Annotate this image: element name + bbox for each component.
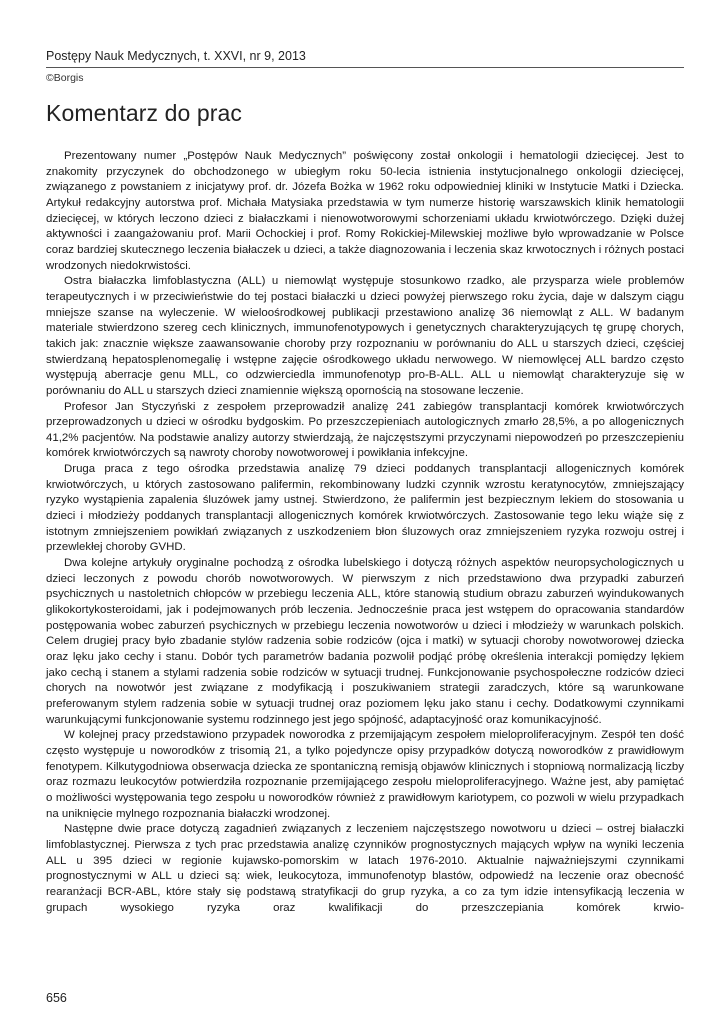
paragraph: Profesor Jan Styczyński z zespołem przeprowadził analizę 241 zabiegów transplantacji komórek krwiotwórczych przeprowadzonych u dzieci w ośrodku bydgoskim. Po przeszczepieniach autologicznych zmarło 28,5%, a po allogenicznych 41,2% pacjentów. Na podstawie analizy autorzy stwierdzają, że najczęstszymi przyczynami niepowodzeń po przeszczepieniu komórek krwiotwórczych są nawroty choroby nowotworowej i powikłania infekcyjne.: [46, 400, 684, 460]
paragraph: Dwa kolejne artykuły oryginalne pochodzą z ośrodka lubelskiego i dotyczą różnych aspektów neuropsychologicznych u dzieci leczonych z powodu chorób nowotworowych. W pierwszym z nich przedstawiono dwa przypadki zaburzeń psychicznych u nastoletnich chłopców w przebiegu leczenia ALL, które stanowią studium obrazu zaburzeń wyindukowanych glikokortykosteroidami, jak i podejmowanych prób leczenia. Jednocześnie praca jest wstępem do opracowania standardów postępowania wobec zaburzeń psychicznych w przebiegu leczenia nowotworów u dzieci i młodzieży w warunkach polskich. Celem drugiej pracy było zbadanie stylów radzenia sobie rodziców (ojca i matki) w sytuacji choroby nowotworowej dziecka oraz lęku jako cechy i stanu. Dobór tych parametrów badania pozwolił podjąć próbę określenia interakcji pomiędzy lękiem jako cechą i stanem a stylami radzenia sobie rodziców w sytuacji trudnej. Funkcjonowanie psychospołeczne rodziców dzieci chorych na nowotwór jest związane z modyfikacją i poszukiwaniem strategii zaradczych, które są warunkowane preferowanym stylem radzenia sobie w sytuacji trudnej oraz poziomem lęku jako stanu i cechy. Dodatkowymi czynnikami warunkującymi funkcjonowanie systemu rodzinnego jest jego spójność, adaptacyjność oraz komunikacyjność.: [46, 557, 684, 726]
article-title: Komentarz do prac: [46, 100, 243, 126]
page-number: 656: [46, 991, 67, 1005]
paragraph: Ostra białaczka limfoblastyczna (ALL) u niemowląt występuje stosunkowo rzadko, ale przysparza wiele problemów terapeutycznych i w przeciwieństwie do tej postaci białaczki u dzieci powyżej pierwszego roku życia, daje w dalszym ciągu mniejsze szanse na wyleczenie. W wieloośrodkowej publikacji przestawiono analizę 36 niemowląt z ALL. W badanym materiale stwierdzono szereg cech klinicznych, immunofenotypowych i genetycznych charakteryzujących tę grupę chorych, takich jak: znacznie większe zaawansowanie choroby przy rozpoznaniu w porównaniu do ALL u starszych dzieci, częściej stwierdzaną hepatosplenomegalię i wstępne zajęcie ośrodkowego układu nerwowego. W niemowlęcej ALL bardzo często występują aberracje genu MLL, co odzwierciedla immunofenotyp pro-B-ALL. ALL u niemowląt charakteryzuje się w porównaniu do ALL u starszych dzieci znamiennie większą opornością na stosowane leczenie.: [46, 275, 684, 397]
header-divider: [46, 67, 684, 68]
copyright-notice: ©Borgis: [46, 72, 84, 84]
paragraph: W kolejnej pracy przedstawiono przypadek noworodka z przemijającym zespołem mieloproliferacyjnym. Zespół ten dość często występuje u noworodków z trisomią 21, a tylko pojedyncze opisy przypadków dotyczą noworodków z prawidłowym fenotypem. Kilkutygodniowa obserwacja dziecka ze spontaniczną remisją objawów klinicznych i stopniową normalizacją liczby oraz rozmazu leukocytów potwierdziła rozpoznanie przemijającego zespołu mieloproliferacyjnego. Ważne jest, aby pamiętać o możliwości występowania tego zespołu u noworodków również z prawidłowym kariotypem, co pozwoli w wielu przypadkach na uniknięcie mylnego rozpoznania białaczki wrodzonej.: [46, 729, 684, 820]
paragraph: Prezentowany numer „Postępów Nauk Medycznych” poświęcony został onkologii i hematologii dziecięcej. Jest to znakomity przyczynek do obchodzonego w ubiegłym roku 50-lecia istnienia instytucjonalnego onkologii dziecięcej, związanego z powstaniem z inicjatywy prof. dr. Józefa Bożka w 1962 roku odpowiedniej kliniki w Instytucie Matki i Dziecka. Artykuł redakcyjny autorstwa prof. Michała Matysiaka przedstawia w tym numerze historię warszawskich klinik hematologii dziecięcej, w których leczono dzieci z białaczkami i nienowotworowymi schorzeniami układu krwiotwórczego. Dzięki dużej aktywności i zaangażowaniu prof. Marii Ochockiej i prof. Romy Rokickiej-Milewskiej możliwe było wprowadzanie w Polsce coraz bardziej skutecznego leczenia białaczek u dzieci, a także diagnozowania i leczenia skaz krwotocznych i różnych postaci wrodzonych niedokrwistości.: [46, 150, 684, 272]
paragraph-last: Następne dwie prace dotyczą zagadnień związanych z leczeniem najczęstszego nowotworu u dzieci – ostrej białaczki limfoblastycznej. Pierwsza z tych prac przedstawia analizę czynników prognostycznych mających wpływ na wyniki leczenia ALL u 395 dzieci w regionie kujawsko-pomorskim w latach 1976-2010. Aktualnie najważniejszymi czynnikami prognostycznymi w ALL u dzieci są: wiek, leukocytoza, immunofenotyp blastów, odpowiedź na leczenie oraz obecność rearanżacji BCR-ABL, które stały się podstawą stratyfikacji do grup ryzyka, a co za tym idzie intensyfikacją leczenia w grupach wysokiego ryzyka oraz kwalifikacji do przeszczepiania komórek krwio-: [46, 823, 684, 914]
article-body: [46, 149, 684, 916]
paragraph: Druga praca z tego ośrodka przedstawia analizę 79 dzieci poddanych transplantacji allogenicznych komórek krwiotwórczych, u których zastosowano palifermin, rekombinowany ludzki czynnik wzrostu keratynocytów, zmniejszający ryzyko wystąpienia zapalenia śluzówek jamy ustnej. Stwierdzono, że palifermin jest bezpiecznym lekiem do stosowania u dzieci i młodzieży poddanych transplantacji allogenicznych komórek krwiotwórczych. Zastosowanie tego leku wiąże się z istotnym zmniejszeniem powikłań związanych z uszkodzeniem błon śluzowych oraz zmniejszeniem ryzyka rozwoju ostrej i przewlekłej choroby GVHD.: [46, 463, 684, 554]
journal-citation: Postępy Nauk Medycznych, t. XXVI, nr 9, 2013: [46, 49, 306, 63]
